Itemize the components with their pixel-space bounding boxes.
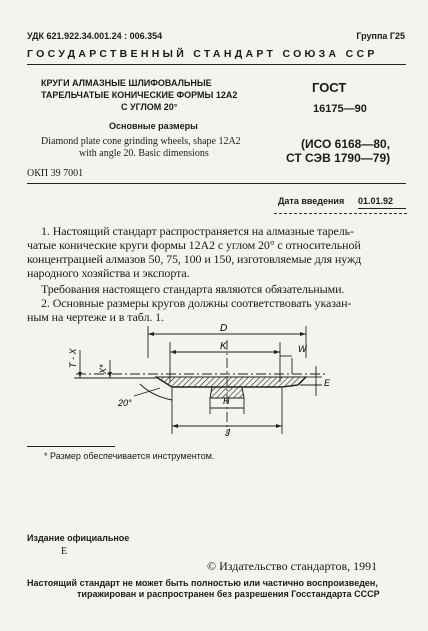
title-en-line: with angle 20. Basic dimensions [79, 148, 209, 159]
intro-date-underline [358, 208, 406, 209]
title-ru [41, 78, 291, 113]
intro-date-label: Дата введения [278, 196, 345, 206]
iso-reference: (ИСО 6168—80, [301, 137, 391, 151]
label-w: W [298, 344, 307, 354]
label-x: X* [98, 364, 108, 374]
reproduction-notice [27, 578, 409, 600]
label-k: K [220, 341, 227, 352]
okp-code: ОКП 39 7001 [27, 168, 84, 179]
paragraph-line: народного хозяйства и экспорта. [27, 266, 190, 280]
label-j: J [225, 428, 230, 438]
st-sev-reference: СТ СЭВ 1790—79) [286, 151, 391, 165]
label-d: D [220, 323, 228, 334]
paragraph-3 [27, 296, 407, 324]
footnote-rule [27, 446, 115, 447]
paragraph-line: концентрацией алмазов 50, 75, 100 и 150, изготовляемые для нужд [27, 252, 362, 266]
label-angle: 20° [118, 398, 132, 408]
header-divider [27, 64, 406, 65]
paragraph-line: Требования настоящего стандарта являются обязательными. [41, 282, 345, 296]
notice-line: тиражирован и распространен без разрешения Госстандарта СССР [77, 589, 380, 599]
edition-label: Издание официальное [27, 533, 130, 543]
paragraph-2 [27, 282, 407, 296]
paragraph-line: 2. Основные размеры кругов должны соответствовать указан- [41, 296, 352, 310]
copyright: © Издательство стандартов, 1991 [207, 559, 378, 573]
title-en-line: Diamond plate cone grinding wheels, shape 12A2 [41, 136, 241, 147]
title-en [41, 136, 291, 160]
edition-letter: Е [61, 546, 68, 557]
title-ru-line: ТАРЕЛЬЧАТЫЕ КОНИЧЕСКИЕ ФОРМЫ 12А2 [41, 90, 238, 100]
paragraph-line: 1. Настоящий стандарт распространяется на алмазные тарель- [41, 224, 354, 238]
wheel-drawing [60, 322, 340, 438]
label-h: H [223, 396, 230, 406]
label-e: E [324, 378, 331, 388]
notice-line: Настоящий стандарт не может быть полностью или частично воспроизведен, [27, 578, 378, 588]
intro-date-value: 01.01.92 [358, 196, 394, 206]
udc-code: УДК 621.922.34.001.24 : 006.354 [27, 31, 163, 41]
gost-number: 16175—90 [313, 103, 367, 115]
intro-date-dashed-rule [274, 213, 407, 214]
footnote: * Размер обеспечивается инструментом. [44, 451, 215, 461]
paragraph-line: чатые конические круги формы 12А2 с углом 20° с относительной [27, 238, 361, 252]
angle-arc [140, 384, 172, 400]
subtitle-ru: Основные размеры [109, 121, 198, 131]
title-divider [27, 183, 406, 184]
title-ru-line: С УГЛОМ 20° [121, 102, 178, 112]
paragraph-1 [27, 224, 407, 280]
paragraph-line: ным на чертеже и в табл. 1. [27, 310, 164, 324]
label-t-minus-x: T - X [68, 348, 78, 368]
group-code: Группа Г25 [356, 31, 405, 41]
gost-label: ГОСТ [312, 80, 347, 95]
title-ru-line: КРУГИ АЛМАЗНЫЕ ШЛИФОВАЛЬНЫЕ [41, 78, 212, 88]
page-title: ГОСУДАРСТВЕННЫЙ СТАНДАРТ СОЮЗА ССР [27, 48, 378, 60]
